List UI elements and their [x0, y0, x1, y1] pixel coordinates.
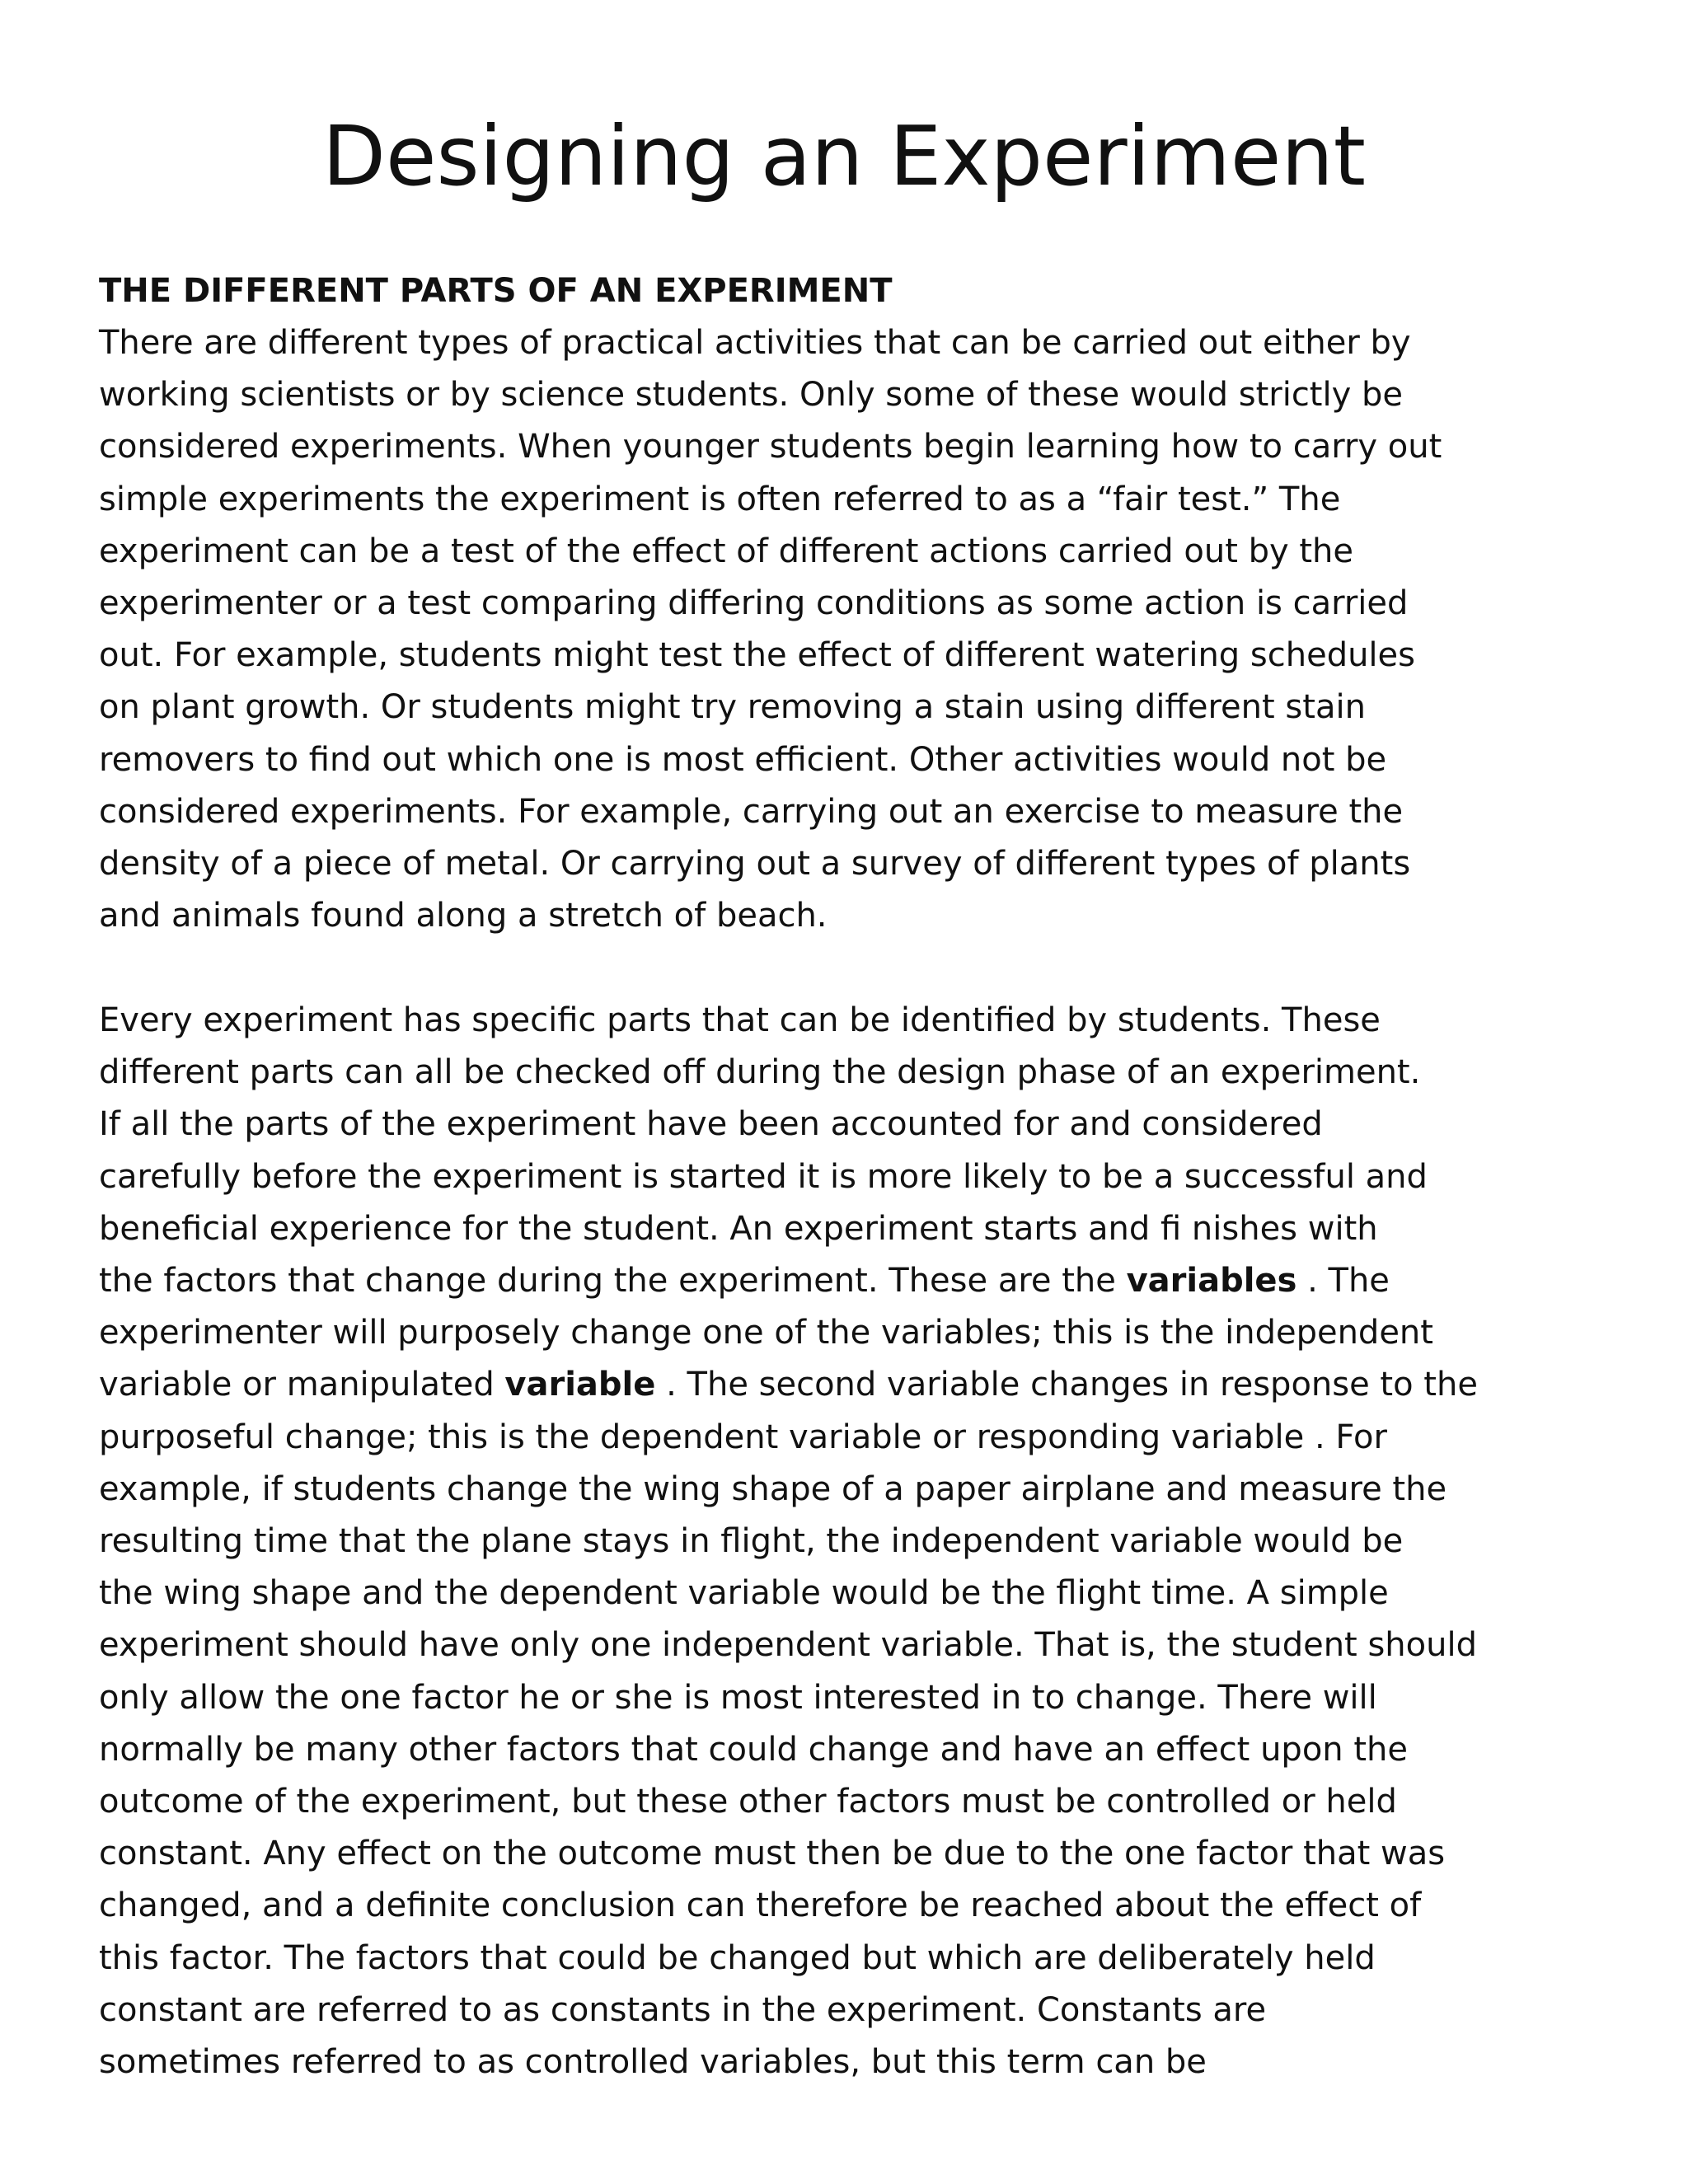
text-line: outcome of the experiment, but these other factors must be controlled or held — [99, 1783, 1397, 1821]
text-run: . The second variable changes in response to the — [655, 1366, 1478, 1404]
text-line: and animals found along a stretch of beach. — [99, 897, 828, 935]
bold-term-variables: variables — [1126, 1262, 1297, 1301]
text-line: normally be many other factors that could change and have an effect upon the — [99, 1730, 1409, 1769]
text-line: constant. Any effect on the outcome must then be due to the one factor that was — [99, 1835, 1446, 1873]
text-line: carefully before the experiment is started it is more likely to be a successful and — [99, 1157, 1428, 1196]
paragraph-1 — [99, 317, 1607, 942]
text-line: beneficial experience for the student. An experiment starts and fi nishes with — [99, 1209, 1378, 1248]
page-title: Designing an Experiment — [322, 108, 1366, 204]
text-line: only allow the one factor he or she is most interested in to change. There will — [99, 1678, 1377, 1717]
text-line: resulting time that the plane stays in flight, the independent variable would be — [99, 1522, 1404, 1561]
text-line: There are different types of practical activities that can be carried out either by — [99, 324, 1411, 362]
text-line: density of a piece of metal. Or carrying out a survey of different types of plants — [99, 845, 1411, 883]
text-line: experimenter will purposely change one of the variables; this is the independent — [99, 1314, 1433, 1352]
text-run: . The — [1296, 1262, 1390, 1301]
text-line: Every experiment has specific parts that can be identified by students. These — [99, 1001, 1381, 1039]
text-line: out. For example, students might test the effect of different watering schedules — [99, 636, 1415, 675]
section-heading: THE DIFFERENT PARTS OF AN EXPERIMENT — [99, 272, 893, 310]
text-line-variables — [99, 1255, 1607, 1307]
text-line: sometimes referred to as controlled variables, but this term can be — [99, 2043, 1207, 2082]
text-line: removers to find out which one is most efficient. Other activities would not be — [99, 740, 1387, 779]
text-line: If all the parts of the experiment have been accounted for and considered — [99, 1105, 1323, 1144]
text-line: purposeful change; this is the dependent variable or responding variable . For — [99, 1418, 1387, 1456]
text-run: the factors that change during the experiment. These are the — [99, 1262, 1127, 1301]
text-line: the wing shape and the dependent variable would be the flight time. A simple — [99, 1574, 1389, 1613]
text-line: working scientists or by science students. Only some of these would strictly be — [99, 376, 1403, 415]
text-line: considered experiments. When younger students begin learning how to carry out — [99, 428, 1442, 466]
text-line: experimenter or a test comparing differing conditions as some action is carried — [99, 584, 1409, 623]
text-line: example, if students change the wing shape of a paper airplane and measure the — [99, 1469, 1447, 1508]
text-line: considered experiments. For example, carrying out an exercise to measure the — [99, 792, 1404, 831]
text-line: simple experiments the experiment is often referred to as a “fair test.” The — [99, 480, 1341, 518]
bold-term-variable: variable — [504, 1366, 656, 1404]
text-line: on plant growth. Or students might try removing a stain using different stain — [99, 688, 1366, 727]
text-line: changed, and a definite conclusion can therefore be reached about the effect of — [99, 1886, 1422, 1925]
text-line: constant are referred to as constants in the experiment. Constants are — [99, 1990, 1267, 2029]
text-line: this factor. The factors that could be changed but which are deliberately held — [99, 1938, 1376, 1977]
text-line-variable — [99, 1359, 1607, 1411]
text-line: experiment can be a test of the effect of different actions carried out by the — [99, 532, 1354, 570]
text-line: different parts can all be checked off during the design phase of an experiment. — [99, 1053, 1421, 1092]
text-line: experiment should have only one independent variable. That is, the student should — [99, 1626, 1477, 1665]
text-run: variable or manipulated — [99, 1366, 505, 1404]
paragraph-2 — [99, 995, 1607, 2088]
